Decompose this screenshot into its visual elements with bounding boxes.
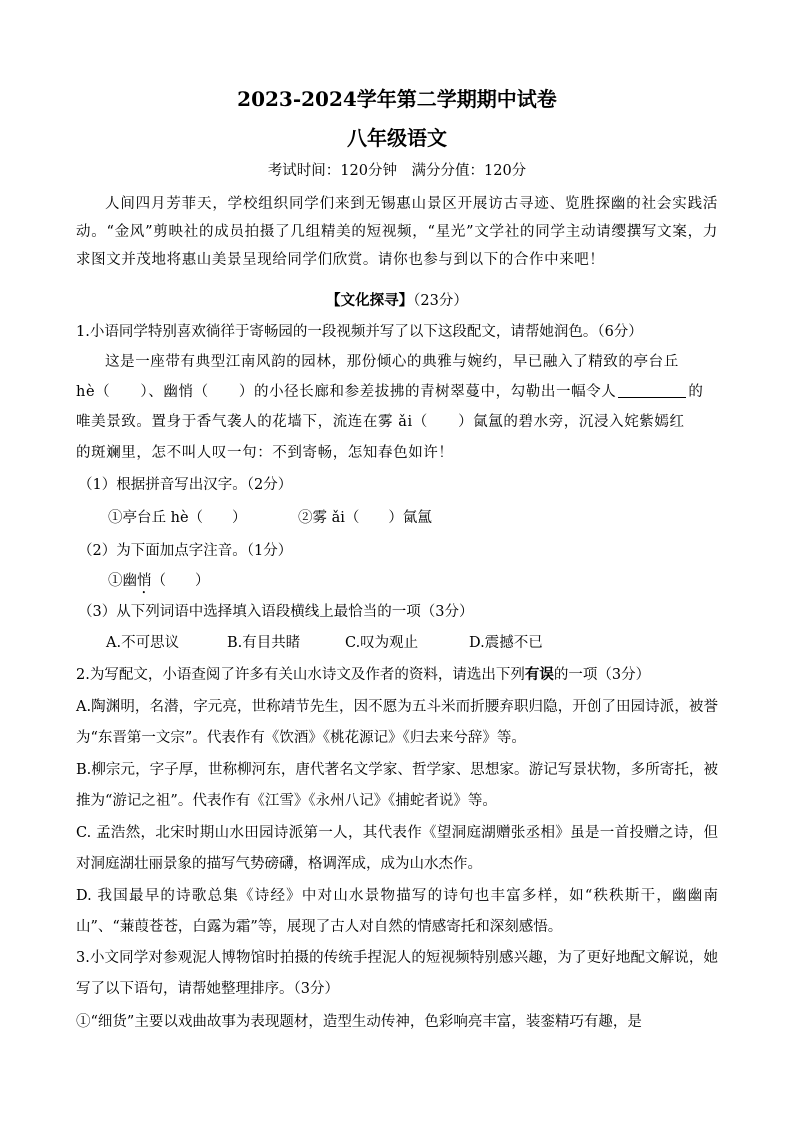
q2-option-c[interactable]: C. 孟浩然，北宋时期山水田园诗派第一人，其代表作《望洞庭湖赠张丞相》虽是一首投赠之诗，但对洞庭湖壮丽景象的描写气势磅礴，格调浑成，成为山水杰作。 <box>76 825 718 872</box>
q1-sub2: （2）为下面加点字注音。（1分） <box>78 543 293 559</box>
q1-sub1-items <box>108 506 750 530</box>
option-c[interactable]: C.叹为观止 <box>345 635 419 651</box>
q1-options <box>106 631 748 655</box>
q1-sub1-item-a: ①亭台丘 hè（ ） <box>108 510 247 526</box>
q1-sub2-prefix: ①幽 <box>108 573 137 589</box>
q1-sub1: （1）根据拼音写出汉字。（2分） <box>78 477 293 493</box>
q1-passage-line-2 <box>76 380 718 404</box>
q3-stem: 3.小文同学对参观泥人博物馆时拍摄的传统手捏泥人的短视频特别感兴趣，为了更好地配文解说，她写了以下语句，请帮她整理排序。（3分） <box>76 950 718 997</box>
q3-item-1: ①“细货”主要以戏曲故事为表现题材，造型生动传神，色彩响亮丰富，装銮精巧有趣，是 <box>76 1014 642 1030</box>
q1-sub1-item-b: ②雾 ǎi（ ）氤氲 <box>298 510 432 526</box>
answer-blank[interactable] <box>618 381 686 398</box>
q2-stem <box>76 663 718 687</box>
section-heading <box>0 289 794 313</box>
q2-stem-part: 2.为写配文，小语查阅了许多有关山水诗文及作者的资料，请选出下列 <box>76 667 525 683</box>
q1-sub2-item <box>108 569 750 597</box>
exam-subtitle: 八年级语文 <box>347 126 447 150</box>
q2-stem-emphasis: 有误 <box>524 666 554 683</box>
q1-passage-part: hè（ ）、幽悄（ ）的小径长廊和参差拔拂的青树翠蔓中，勾勒出一幅令人 <box>76 384 617 400</box>
q1-passage-part-end: 的 <box>688 384 704 400</box>
option-a[interactable]: A.不可思议 <box>106 635 180 651</box>
q2-option-d[interactable]: D. 我国最早的诗歌总集《诗经》中对山水景物描写的诗句也丰富多样，如“秩秩斯干，幽幽南山”、“蒹葭苍苍，白露为霜”等，展现了古人对自然的情感寄托和深刻感悟。 <box>76 888 718 935</box>
exam-meta: 考试时间：120分钟 满分分值：120分 <box>267 163 527 179</box>
q1-passage-line-1: 这是一座带有典型江南风韵的园林，那份倾心的典雅与婉约，早已融入了精致的亭台丘 <box>105 354 679 370</box>
option-b[interactable]: B.有目共睹 <box>227 635 301 651</box>
q1-sub2-dotted-char: 悄 <box>137 573 152 589</box>
intro-paragraph: 人间四月芳菲天，学校组织同学们来到无锡惠山景区开展访古寻迹、览胜探幽的社会实践活动。“金风”剪映社的成员拍摄了几组精美的短视频，“星光”文学社的同学主动请缨撰写文案，力求图文并茂地将惠山美景呈现给同学们欣赏。请你也参与到以下的合作中来吧！ <box>76 196 718 268</box>
q1-stem: 1.小语同学特别喜欢徜徉于寄畅园的一段视频并写了以下这段配文，请帮她润色。（6分） <box>76 324 643 340</box>
q1-passage-line-4: 的斑斓里，怎不叫人叹一句：不到寄畅，怎知春色如许！ <box>76 445 454 461</box>
section-score: （23分） <box>413 293 468 309</box>
option-d[interactable]: D.震撼不已 <box>469 635 543 651</box>
section-title: 【文化探寻】 <box>326 292 414 309</box>
q2-option-b[interactable]: B.柳宗元，字子厚，世称柳河东，唐代著名文学家、哲学家、思想家。游记写景状物，多所寄托，被推为“游记之祖”。代表作有《江雪》《永州八记》《捕蛇者说》等。 <box>76 762 718 809</box>
q1-sub2-suffix: （ ） <box>151 573 210 589</box>
exam-title: 2023-2024学年第二学期期中试卷 <box>237 87 557 111</box>
q1-passage-line-3: 唯美景致。置身于香气袭人的花墙下，流连在雾 ǎi（ ）氤氲的碧水旁，沉浸入姹紫嫣红 <box>76 414 685 430</box>
q2-option-a[interactable]: A.陶渊明，名潜，字元亮，世称靖节先生，因不愿为五斗米而折腰弃职归隐，开创了田园诗派，被誉为“东晋第一文宗”。代表作有《饮酒》《桃花源记》《归去来兮辞》等。 <box>76 699 718 746</box>
q1-sub3: （3）从下列词语中选择填入语段横线上最恰当的一项（3分） <box>78 604 474 620</box>
q2-stem-end: 的一项（3分） <box>553 667 651 683</box>
